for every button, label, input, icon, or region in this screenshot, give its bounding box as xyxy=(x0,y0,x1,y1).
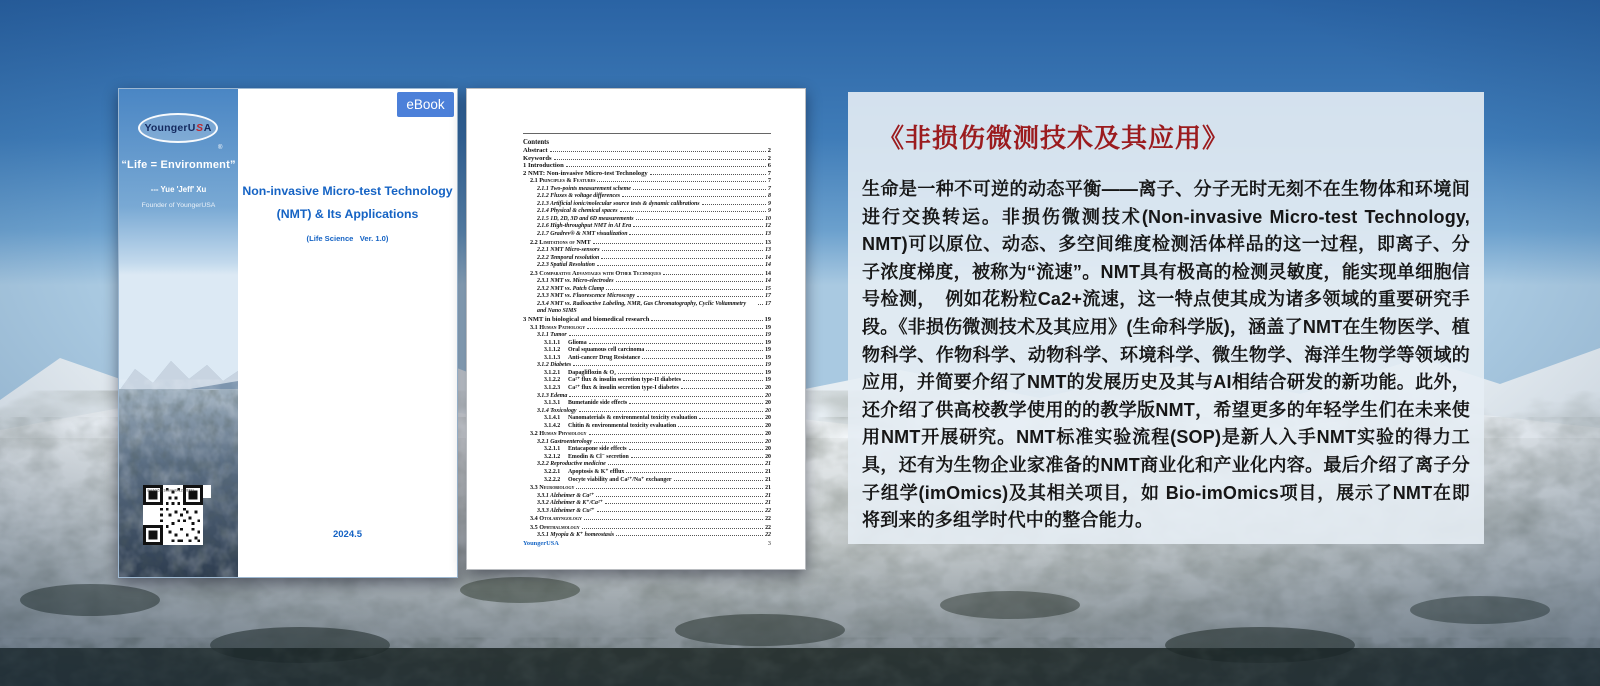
toc-entry xyxy=(523,162,771,170)
toc-entry-page: 7 xyxy=(768,185,771,192)
toc-footer xyxy=(523,540,771,547)
toc-entry xyxy=(544,400,771,408)
toc-dot-leader xyxy=(637,296,763,297)
toc-entry-page: 2 xyxy=(767,154,771,162)
toc-dot-leader xyxy=(616,281,764,282)
toc-entry xyxy=(544,446,771,454)
toc-entry-page: 2 xyxy=(767,147,771,154)
cover-title-block xyxy=(238,184,457,243)
toc-entry-number: 3.1.2.1 xyxy=(544,369,561,376)
toc-entry-page: 20 xyxy=(765,422,771,429)
toc-entry-page: 14 xyxy=(765,254,771,261)
toc-entry-page: 21 xyxy=(765,492,771,499)
toc-entry-label: Ca²⁺ flux & insulin secretion type-II diabetes xyxy=(568,377,682,384)
toc-entry-label: 3.1.2 Diabetes xyxy=(537,362,572,369)
toc-entry-label: Apoptosis & K⁺ efflux xyxy=(568,468,625,475)
logo-text-prefix: YoungerU xyxy=(144,122,196,134)
toc-dot-leader xyxy=(633,189,766,190)
toc-entry xyxy=(530,324,771,333)
toc-dot-leader xyxy=(633,226,763,227)
toc-entry-page: 19 xyxy=(765,347,771,354)
toc-entry-label: 2.2.2 Temporal resolution xyxy=(537,254,600,261)
toc-entry-page: 19 xyxy=(765,339,771,346)
toc-dot-leader xyxy=(650,174,766,175)
ebook-badge: eBook xyxy=(397,92,454,117)
toc-dot-leader xyxy=(702,204,766,205)
toc-entry-page: 13 xyxy=(765,231,771,238)
toc-dot-leader xyxy=(550,151,766,152)
toc-entry-page: 14 xyxy=(765,278,771,285)
toc-entry-label: 3.3.3 Alzheimer & Cu²⁺ xyxy=(537,507,595,514)
toc-dot-leader xyxy=(683,380,763,381)
qr-doi-caption: doi:10.5281/zenodo.11518221 xyxy=(147,489,195,493)
toc-entry-label: 3.2.1 Gastroenterology xyxy=(537,438,593,445)
toc-entry-page: 19 xyxy=(765,362,771,369)
toc-entry xyxy=(537,186,771,194)
toc-entry-page: 10 xyxy=(765,215,771,222)
toc-entry-label: 3.1.4 Toxicology xyxy=(537,407,577,414)
toc-entry xyxy=(537,508,771,516)
toc-entry-page: 8 xyxy=(768,193,771,200)
toc-dot-leader xyxy=(597,265,763,266)
toc-entry xyxy=(544,415,771,423)
toc-entry-label: 3.4 Otolaryngology xyxy=(530,515,582,523)
toc-entry-label: 3.2.2 Reproductive medicine xyxy=(537,461,606,468)
toc-entry-label: 2.1.6 High-throughput NMT in AI Era xyxy=(537,223,632,230)
toc-dot-leader xyxy=(602,250,764,251)
toc-entry xyxy=(523,147,771,155)
toc-entry-label: Bumetanide side effects xyxy=(568,400,628,407)
toc-entry xyxy=(537,500,771,508)
qr-code xyxy=(143,485,211,498)
toc-entry-label: 2.3.1 NMT vs. Micro-electrodes xyxy=(537,278,614,285)
toc-entry xyxy=(544,469,771,477)
toc-dot-leader xyxy=(674,480,764,481)
cover-title-line2: (NMT) & Its Applications xyxy=(276,207,419,221)
toc-entry-label: Glioma xyxy=(568,339,587,346)
toc-dot-leader xyxy=(631,457,763,458)
toc-entry-page: 14 xyxy=(765,270,771,277)
toc-entry-number: 3.1.1.2 xyxy=(544,347,561,354)
toc-entry-label: 3.2 Human Physiology xyxy=(530,430,587,438)
toc-entry-number: 3.1.2.2 xyxy=(544,377,561,384)
toc-entry xyxy=(537,493,771,501)
toc-entry-label: 2.3.4 NMT vs. Radioactive Labeling, NMR, Gas Chromatography, Cyclic Voltammetry and Nano SIMS xyxy=(537,300,747,315)
toc-entry xyxy=(523,316,771,324)
toc-entry xyxy=(544,385,771,393)
toc-entry-label: Keywords xyxy=(523,154,552,162)
toc-entry-page: 13 xyxy=(765,239,771,246)
toc-entry-page: 22 xyxy=(765,507,771,514)
toc-entry xyxy=(537,255,771,263)
toc-dot-leader xyxy=(576,488,763,489)
toc-entry-page: 17 xyxy=(765,293,771,300)
toc-entry xyxy=(537,223,771,231)
toc-dot-leader xyxy=(758,304,763,305)
toc-entry xyxy=(523,170,771,178)
toc-entry-page: 12 xyxy=(765,223,771,230)
toc-entry xyxy=(537,208,771,216)
toc-entry-page: 20 xyxy=(765,384,771,391)
toc-entry-label: 3.3.2 Alzheimer & K⁺/Ca²⁺ xyxy=(537,500,603,507)
toc-entry xyxy=(544,377,771,385)
toc-dot-leader xyxy=(569,335,763,336)
toc-heading: Contents xyxy=(523,139,550,146)
toc-dot-leader xyxy=(579,411,764,412)
toc-entry-label: Abstract xyxy=(523,147,548,154)
toc-dot-leader xyxy=(573,365,763,366)
toc-entry-number: 3.1.2.3 xyxy=(544,384,561,391)
toc-entry-page: 9 xyxy=(768,200,771,207)
toc-entry-number: 3.1.4.2 xyxy=(544,422,561,429)
toc-dot-leader xyxy=(629,403,763,404)
toc-entry-label: 1 Introduction xyxy=(523,162,564,170)
toc-entry-label: 2.2.3 Spatial Resolution xyxy=(537,262,595,269)
toc-entry xyxy=(537,439,771,447)
toc-entry-label: 2.1.1 Two-points measurement scheme xyxy=(537,185,631,192)
cover-photo-strip xyxy=(119,89,238,577)
toc-entry xyxy=(537,278,771,286)
toc-dot-leader xyxy=(566,166,766,167)
toc-dot-leader xyxy=(651,320,762,321)
toc-entry-page: 19 xyxy=(765,377,771,384)
toc-entry-number: 3.2.2.1 xyxy=(544,468,561,475)
toc-entry-label: Entacapone side effects xyxy=(568,446,627,453)
toc-entry-page: 20 xyxy=(765,438,771,445)
toc-entry xyxy=(537,231,771,239)
toc-dot-leader xyxy=(681,388,763,389)
toc-dot-leader xyxy=(699,418,763,419)
toc-dot-leader xyxy=(636,219,764,220)
toc-dot-leader xyxy=(642,358,763,359)
toc-entry-label: 3.5 Ophthalmology xyxy=(530,523,580,531)
toc-entry xyxy=(537,201,771,209)
toc-entry-label: 3 NMT in biological and biomedical research xyxy=(523,316,650,324)
toc-entry-page: 21 xyxy=(765,485,771,492)
toc-entry xyxy=(544,340,771,348)
toc-entry-label: 2.1.4 Physical & chemical spaces xyxy=(537,208,618,215)
toc-entry xyxy=(537,301,771,316)
toc-entry-label: Anti-cancer Drug Resistance xyxy=(568,354,641,361)
toc-entry-page: 22 xyxy=(765,524,771,531)
ebook-cover xyxy=(118,88,458,578)
toc-entry xyxy=(537,362,771,370)
toc-dot-leader xyxy=(678,426,763,427)
toc-dot-leader xyxy=(622,196,766,197)
toc-entry-label: Dapagliflozin & O₂ xyxy=(568,369,616,376)
toc-dot-leader xyxy=(646,350,763,351)
toc-entry xyxy=(544,370,771,378)
toc-entry-label: 3.1.1 Tumor xyxy=(537,332,567,339)
toc-dot-leader xyxy=(596,496,763,497)
toc-entry xyxy=(523,155,771,163)
toc-dot-leader xyxy=(626,472,763,473)
toc-entry-page: 22 xyxy=(765,532,771,539)
toc-dot-leader xyxy=(554,159,766,160)
toc-entry xyxy=(537,286,771,294)
toc-entry-label: 2.3.2 NMT vs. Patch Clamp xyxy=(537,285,605,292)
toc-entry-number: 3.1.3.1 xyxy=(544,400,561,407)
toc-entry xyxy=(544,355,771,363)
book-title-chinese: 《非损伤微测技术及其应用》 xyxy=(878,123,1230,153)
toc-entry xyxy=(537,532,771,540)
toc-entry-page: 19 xyxy=(765,369,771,376)
toc-entry-page: 15 xyxy=(765,285,771,292)
logo-swoosh-s: S xyxy=(195,122,204,134)
toc-entry xyxy=(530,239,771,248)
toc-entry-page: 20 xyxy=(765,407,771,414)
toc-entry-label: Nanomaterials & environmental toxicity evaluation xyxy=(568,415,698,422)
toc-footer-brand: YoungerUSA xyxy=(523,540,559,547)
toc-entry-page: 21 xyxy=(765,461,771,468)
toc-dot-leader xyxy=(605,503,763,504)
cover-slogan: “Life = Environment” xyxy=(121,159,236,171)
toc-entry-label: 2.3 Comparative Advantages with Other Techniques xyxy=(530,269,662,277)
toc-entry-page: 21 xyxy=(765,468,771,475)
toc-entry-label: Ca²⁺ flux & insulin secretion type-I diabetes xyxy=(568,384,679,391)
cover-title-line1: Non-invasive Micro-test Technology xyxy=(242,184,453,198)
toc-entry-list xyxy=(523,147,771,540)
toc-entry xyxy=(544,477,771,485)
toc-dot-leader xyxy=(597,511,764,512)
toc-entry-label: 3.3 Neurobiology xyxy=(530,484,575,492)
logo-text-suffix: A xyxy=(203,122,212,134)
toc-dot-leader xyxy=(589,434,764,435)
toc-entry xyxy=(537,262,771,270)
cover-date: 2024.5 xyxy=(332,529,363,540)
toc-entry xyxy=(537,247,771,255)
toc-entry-label: Chitin & environmental toxicity evaluation xyxy=(568,422,677,429)
toc-entry xyxy=(544,454,771,462)
toc-entry xyxy=(537,408,771,416)
toc-entry-page: 21 xyxy=(765,500,771,507)
toc-entry-label: 2.2 Limitations of NMT xyxy=(530,238,591,246)
toc-entry-page: 22 xyxy=(765,516,771,523)
toc-entry-page: 19 xyxy=(765,332,771,339)
toc-entry-page: 19 xyxy=(765,354,771,361)
toc-entry-number: 3.2.1.2 xyxy=(544,453,561,460)
toc-entry xyxy=(530,484,771,493)
toc-entry-label: 3.1.3 Edema xyxy=(537,392,568,399)
toc-entry-page: 6 xyxy=(767,162,771,170)
toc-entry-label: Emodin & Cl⁻ secretion xyxy=(568,453,629,460)
toc-entry-page: 7 xyxy=(768,178,771,185)
toc-entry xyxy=(530,430,771,439)
toc-entry xyxy=(530,524,771,533)
toc-entry-label: 3.3.1 Alzheimer & Ca²⁺ xyxy=(537,492,595,499)
toc-entry-label: 2.1.5 1D, 2D, 3D and 6D measurements xyxy=(537,215,634,222)
toc-entry xyxy=(537,393,771,401)
toc-entry xyxy=(537,461,771,469)
toc-top-rule xyxy=(523,133,771,134)
toc-entry xyxy=(537,293,771,301)
description-panel xyxy=(848,92,1484,544)
toc-entry-number: 3.1.1.3 xyxy=(544,354,561,361)
toc-entry xyxy=(530,177,771,186)
toc-entry-number: 3.2.2.2 xyxy=(544,476,561,483)
cover-subtitle: (Life Science Ver. 1.0) xyxy=(306,234,389,243)
toc-entry-number: 3.1.4.1 xyxy=(544,415,561,422)
toc-entry xyxy=(530,515,771,524)
toc-entry-label: 2.3.3 NMT vs. Fluorescence Microscopy xyxy=(537,293,636,300)
toc-entry xyxy=(544,347,771,355)
toc-dot-leader xyxy=(597,181,766,182)
toc-dot-leader xyxy=(620,211,767,212)
toc-entry-page: 17 xyxy=(765,300,771,307)
toc-entry-page: 14 xyxy=(765,262,771,269)
toc-dot-leader xyxy=(587,328,763,329)
toc-dot-leader xyxy=(601,258,763,259)
toc-entry-label: 2.1.7 Gradrev® & NMT visualization xyxy=(537,231,628,238)
toc-entry-label: 2 NMT: Non-invasive Micro-test Technology xyxy=(523,169,648,177)
toc-entry-label: 2.1 Principles & Features xyxy=(530,177,596,185)
toc-entry xyxy=(537,193,771,201)
cover-author-title: Founder of YoungerUSA xyxy=(141,202,216,209)
toc-entry-page: 20 xyxy=(765,392,771,399)
toc-entry xyxy=(544,423,771,431)
toc-entry-page: 19 xyxy=(765,324,771,331)
toc-entry-label: 3.5.1 Myopia & K⁺ homeostasis xyxy=(537,532,615,539)
toc-entry-label: Oral squamous cell carcinoma xyxy=(568,347,645,354)
toc-entry-number: 3.1.1.1 xyxy=(544,339,561,346)
toc-dot-leader xyxy=(594,442,763,443)
youngerusa-logo xyxy=(138,113,218,143)
toc-entry-label: 2.1.3 Artificial ionic/molecular source tests & dynamic calibrations xyxy=(537,200,700,207)
toc-entry-page: 20 xyxy=(765,415,771,422)
toc-entry-label: Oocyte viability and Ca²⁺/Na⁺ exchanger xyxy=(568,476,672,483)
toc-dot-leader xyxy=(616,535,763,536)
cover-author: --- Yue 'Jeff' Xu xyxy=(150,185,207,194)
toc-entry-page: 19 xyxy=(764,316,771,324)
toc-entry-page: 7 xyxy=(767,169,771,177)
toc-entry-number: 3.2.1.1 xyxy=(544,446,561,453)
toc-footer-page-number: 3 xyxy=(767,540,771,547)
toc-entry-page: 20 xyxy=(765,453,771,460)
toc-entry xyxy=(537,332,771,340)
toc-dot-leader xyxy=(584,519,763,520)
toc-dot-leader xyxy=(589,343,763,344)
toc-entry-page: 13 xyxy=(765,247,771,254)
toc-dot-leader xyxy=(608,464,763,465)
toc-entry xyxy=(530,270,771,279)
toc-entry-label: 2.1.2 Fluxes & voltage differences xyxy=(537,193,621,200)
toc-entry-label: 3.1 Human Pathology xyxy=(530,323,586,331)
toc-dot-leader xyxy=(593,243,763,244)
toc-entry-page: 20 xyxy=(765,431,771,438)
toc-dot-leader xyxy=(582,528,763,529)
toc-entry-label: 2.2.1 NMT Micro-sensors xyxy=(537,247,600,254)
book-description-text: 生命是一种不可逆的动态平衡——离子、分子无时无刻不在生物体和环境间进行交换转运。非损伤微测技术(Non-invasive Micro-test Technology, NMT)可以原位、动态、多空间维度检测活体样品的这一过程，即离子、分子浓度梯度，被称为“流速”。NMT具有极高的检测灵敏度，能实现单细胞信号检测， 例如花粉粒Ca2+流速，这一特点使其成为诸多领域的重要研究手段。《非损伤微测技术及其应用》(生命科学版)，涵盖了NMT在生物医学、植物科学、作物科学、动物科学、环境科学、微生物学、海洋生物学等领域的应用，并简要介绍了NMT的发展历史及其与AI相结合研发的新功能。此外，还介绍了供高校教学使用的的教学版NMT，希望更多的年轻学生们在未来使用NMT开展研究。NMT标准实验流程(SOP)是新人入手NMT实验的得力工具，还有为生物企业家准备的NMT商业化和产业化内容。最后介绍了离子分子组学(imOmics)及其相关项目，如 Bio-imOmics项目，展示了NMT在即将到来的多组学时代中的整合能力。 xyxy=(862,179,1470,531)
toc-entry xyxy=(537,216,771,224)
toc-entry-page: 20 xyxy=(765,400,771,407)
toc-dot-leader xyxy=(569,396,763,397)
toc-entry-page: 9 xyxy=(768,208,771,215)
toc-dot-leader xyxy=(606,289,763,290)
toc-page xyxy=(466,88,806,570)
registered-trademark-symbol: ® xyxy=(218,145,223,151)
toc-dot-leader xyxy=(618,373,763,374)
toc-dot-leader xyxy=(663,274,763,275)
toc-entry-page: 20 xyxy=(765,446,771,453)
toc-entry-page: 21 xyxy=(765,476,771,483)
toc-dot-leader xyxy=(629,234,763,235)
toc-dot-leader xyxy=(629,449,764,450)
